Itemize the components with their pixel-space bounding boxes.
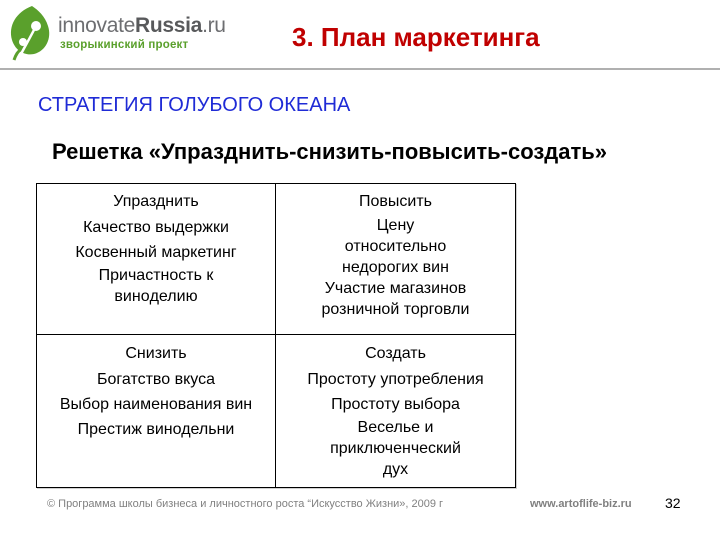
cell-item: Косвенный маркетинг [75,243,237,261]
logo-word-domain: .ru [202,14,226,37]
cell-create [276,341,515,480]
header-divider [0,68,720,70]
logo-wordmark [58,14,226,38]
logo-subtitle: зворыкинский проект [60,39,189,51]
errc-grid [36,183,516,488]
cell-item: Простоту употребления [307,370,484,388]
cell-item: Причастность к винoделию [98,266,214,305]
cell-raise [276,189,515,320]
grid-horizontal-divider [37,334,515,335]
logo-word-russia: Russia [135,14,203,37]
cell-item: Цену относительно недорогих вин [342,216,449,276]
cell-eliminate [37,189,275,307]
cell-heading: Снизить [125,345,187,362]
innovate-russia-logo [6,4,226,66]
cell-item: Качество выдержки [83,218,229,236]
cell-reduce [37,341,275,442]
section-heading: СТРАТЕГИЯ ГОЛУБОГО ОКЕАНА [38,94,351,116]
leaf-icon [6,4,56,62]
cell-item: Выбор наименования вин [59,395,253,413]
cell-heading: Упразднить [113,193,199,210]
cell-item: Участие магазинов розничной торговли [321,279,470,318]
cell-item: Богатство вкуса [97,370,215,388]
logo-word-innovate: innovate [58,14,135,37]
cell-item: Веселье и приключенческий дух [330,418,461,478]
footer-copyright: © Программа школы бизнеса и личностного роста “Искусство Жизни», 2009 г [47,498,444,510]
cell-heading: Создать [365,345,426,362]
cell-heading: Повысить [359,193,432,210]
page-number: 32 [665,495,681,511]
grid-title: Решетка «Упразднить-снизить-повысить-создать» [52,139,608,164]
cell-item: Престиж винодельни [77,420,235,438]
slide-title: 3. План маркетинга [292,22,540,52]
cell-item: Простоту выбора [331,395,460,413]
footer-url-link[interactable]: www.artoflife-biz.ru [530,498,632,510]
